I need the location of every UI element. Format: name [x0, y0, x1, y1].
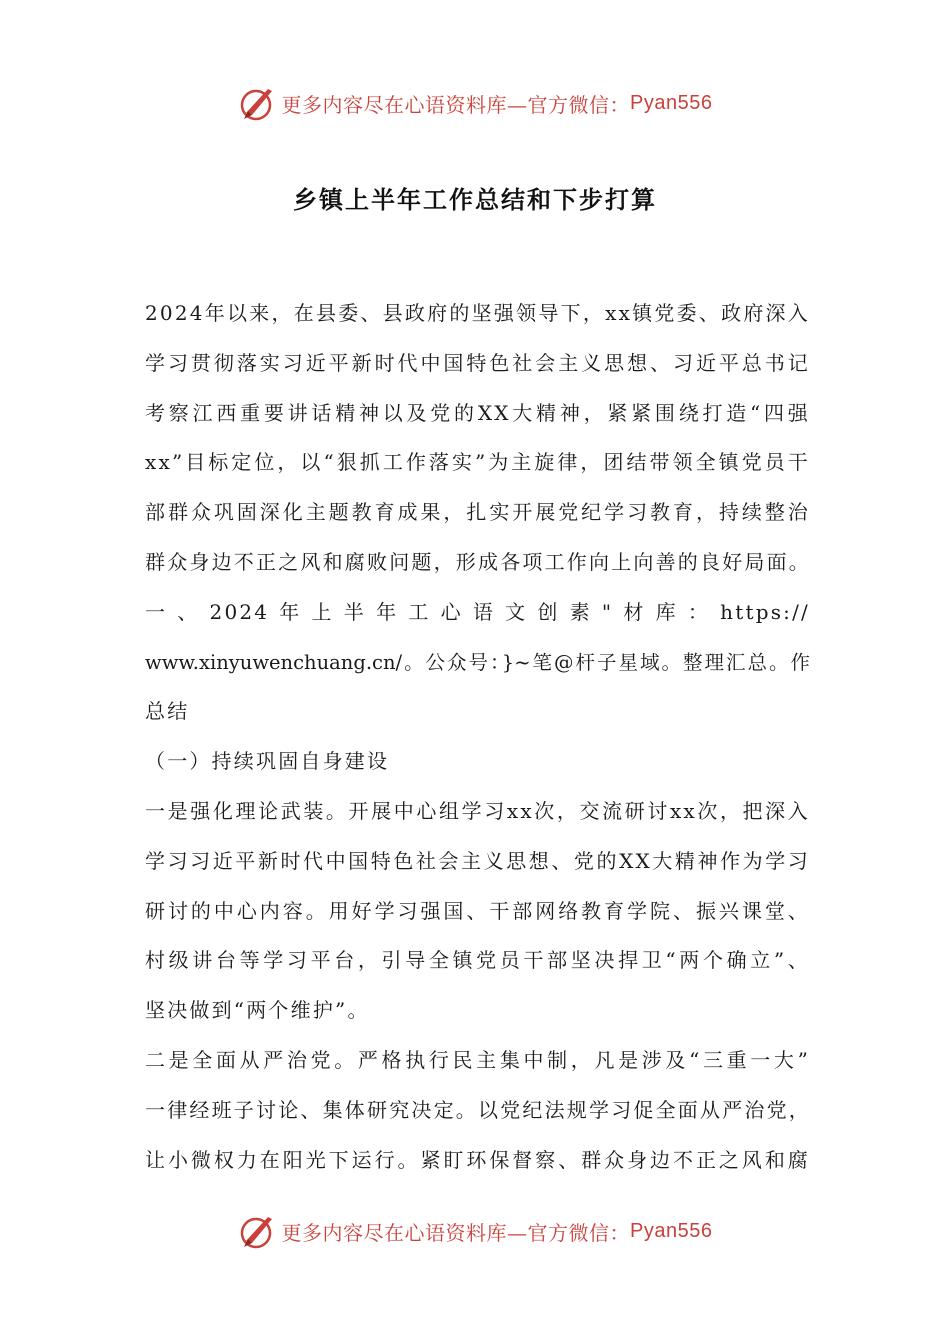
paragraph-line: 群众身边不正之风和腐败问题，形成各项工作向上向善的良好局面。 — [145, 549, 811, 574]
paragraph-line: 让小微权力在阳光下运行。紧盯环保督察、群众身边不正之风和腐 — [145, 1147, 810, 1172]
quill-pen-logo-icon — [238, 1211, 278, 1251]
banner-wechat-id: Pyan556 — [630, 91, 713, 114]
banner-wechat-id: Pyan556 — [630, 1219, 713, 1242]
paragraph-line: 部群众巩固深化主题教育成果，扎实开展党纪学习教育，持续整治 — [145, 500, 810, 525]
paragraph-line: 学习习近平新时代中国特色社会主义思想、党的XX大精神作为学习 — [145, 848, 810, 873]
document-body — [145, 289, 810, 1185]
subsection-heading: （一）持续巩固自身建设 — [145, 749, 390, 774]
paragraph-line: 学习贯彻落实习近平新时代中国特色社会主义思想、习近平总书记 — [145, 350, 810, 375]
paragraph-line: 二是全面从严治党。严格执行民主集中制，凡是涉及“三重一大” — [145, 1047, 810, 1072]
document-title: 乡镇上半年工作总结和下步打算 — [293, 186, 657, 214]
banner-text: 更多内容尽在心语资料库—官方微信： — [281, 1220, 631, 1245]
paragraph-line: 村级讲台等学习平台，引导全镇党员干部坚决捍卫“两个确立”、 — [145, 948, 810, 973]
paragraph-line: 坚决做到“两个维护”。 — [145, 998, 370, 1023]
paragraph-line: 2024年以来，在县委、县政府的坚强领导下，xx镇党委、政府深入 — [145, 301, 810, 325]
paragraph-line: 一是强化理论武装。开展中心组学习xx次，交流研讨xx次，把深入 — [145, 798, 810, 823]
paragraph-line: 一律经班子讨论、集体研究决定。以党纪法规学习促全面从严治党， — [145, 1097, 811, 1122]
paragraph-line: www.xinyuwenchuang.cn/。公众号：}~笔@杆子星域。整理汇总。作 — [145, 650, 810, 674]
section-heading-line: 一、2024年上半年工心语文创素"材库：https:// — [145, 599, 810, 624]
paragraph-line: 考察江西重要讲话精神以及党的XX大精神，紧紧围绕打造“四强 — [145, 400, 810, 425]
paragraph-line: xx”目标定位，以“狠抓工作落实”为主旋律，团结带领全镇党员干 — [145, 450, 810, 475]
footer-banner — [0, 1206, 950, 1256]
banner-text: 更多内容尽在心语资料库—官方微信： — [281, 92, 631, 117]
paragraph-line: 研讨的中心内容。用好学习强国、干部网络教育学院、振兴课堂、 — [145, 898, 810, 923]
header-banner — [0, 78, 950, 128]
quill-pen-logo-icon — [238, 83, 278, 123]
paragraph-line: 总结 — [145, 699, 190, 724]
